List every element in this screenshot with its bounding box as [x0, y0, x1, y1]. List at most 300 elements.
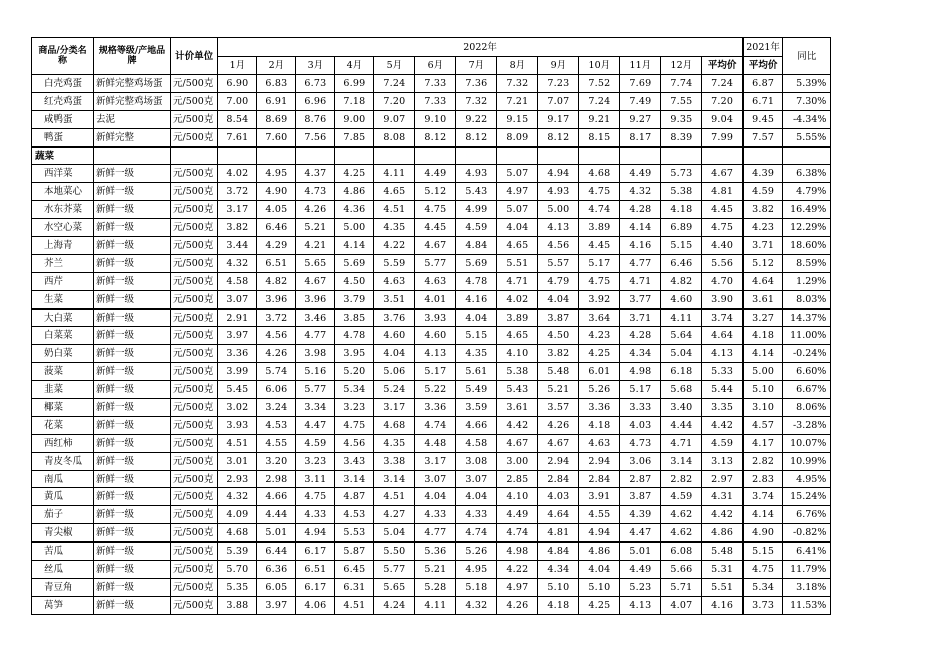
cell-price[interactable]: 4.24: [374, 596, 415, 614]
cell-price[interactable]: 3.85: [335, 309, 374, 327]
empty-cell[interactable]: [94, 147, 171, 165]
cell-price[interactable]: 6.01: [579, 363, 620, 381]
cell-avg-2021[interactable]: 5.34: [743, 578, 783, 596]
cell-avg-2022[interactable]: 7.24: [702, 75, 743, 93]
cell-price[interactable]: 5.21: [415, 561, 456, 579]
cell-yoy[interactable]: 5.39%: [783, 75, 831, 93]
cell-price[interactable]: 3.93: [218, 416, 257, 434]
cell-price[interactable]: 5.69: [335, 254, 374, 272]
cell-price[interactable]: 2.84: [579, 470, 620, 488]
cell-price[interactable]: 2.91: [218, 309, 257, 327]
cell-price[interactable]: 9.35: [661, 110, 702, 128]
cell-yoy[interactable]: 6.76%: [783, 506, 831, 524]
cell-spec[interactable]: 新鲜一级: [94, 506, 171, 524]
cell-price[interactable]: 7.20: [374, 92, 415, 110]
cell-price[interactable]: 5.12: [415, 183, 456, 201]
cell-price[interactable]: 4.86: [335, 183, 374, 201]
cell-unit[interactable]: 元/500克: [171, 92, 218, 110]
cell-avg-2022[interactable]: 7.20: [702, 92, 743, 110]
empty-cell[interactable]: [171, 147, 218, 165]
cell-price[interactable]: 7.07: [538, 92, 579, 110]
cell-price[interactable]: 3.07: [456, 470, 497, 488]
cell-price[interactable]: 4.55: [257, 434, 296, 452]
cell-price[interactable]: 3.07: [415, 470, 456, 488]
cell-price[interactable]: 5.26: [579, 381, 620, 399]
cell-yoy[interactable]: 11.79%: [783, 561, 831, 579]
cell-price[interactable]: 5.15: [661, 237, 702, 255]
cell-price[interactable]: 4.45: [415, 219, 456, 237]
cell-price[interactable]: 5.43: [456, 183, 497, 201]
cell-yoy[interactable]: 10.07%: [783, 434, 831, 452]
cell-price[interactable]: 5.00: [335, 219, 374, 237]
cell-price[interactable]: 7.61: [218, 128, 257, 146]
cell-price[interactable]: 4.56: [538, 237, 579, 255]
cell-price[interactable]: 7.74: [661, 75, 702, 93]
cell-price[interactable]: 3.82: [538, 345, 579, 363]
cell-price[interactable]: 4.86: [579, 542, 620, 560]
cell-unit[interactable]: 元/500克: [171, 128, 218, 146]
header-month[interactable]: 10月: [579, 57, 620, 75]
cell-price[interactable]: 6.44: [257, 542, 296, 560]
cell-price[interactable]: 6.51: [296, 561, 335, 579]
empty-cell[interactable]: [497, 147, 538, 165]
cell-price[interactable]: 5.74: [257, 363, 296, 381]
cell-price[interactable]: 3.87: [620, 488, 661, 506]
cell-price[interactable]: 4.58: [218, 272, 257, 290]
cell-avg-2022[interactable]: 4.59: [702, 434, 743, 452]
cell-spec[interactable]: 新鲜一级: [94, 309, 171, 327]
cell-price[interactable]: 4.97: [497, 183, 538, 201]
cell-price[interactable]: 7.69: [620, 75, 661, 93]
cell-avg-2021[interactable]: 3.73: [743, 596, 783, 614]
cell-price[interactable]: 5.77: [296, 381, 335, 399]
cell-avg-2022[interactable]: 4.86: [702, 524, 743, 542]
section-label-vegetables[interactable]: 蔬菜: [32, 147, 94, 165]
cell-price[interactable]: 4.33: [296, 506, 335, 524]
cell-spec[interactable]: 新鲜完整: [94, 128, 171, 146]
cell-unit[interactable]: 元/500克: [171, 219, 218, 237]
cell-unit[interactable]: 元/500克: [171, 345, 218, 363]
cell-price[interactable]: 4.16: [456, 290, 497, 308]
cell-price[interactable]: 9.00: [335, 110, 374, 128]
cell-price[interactable]: 4.68: [579, 165, 620, 183]
cell-spec[interactable]: 新鲜一级: [94, 452, 171, 470]
cell-item-name[interactable]: 菠菜: [32, 363, 94, 381]
cell-price[interactable]: 3.17: [415, 452, 456, 470]
cell-price[interactable]: 8.54: [218, 110, 257, 128]
cell-price[interactable]: 4.25: [335, 165, 374, 183]
cell-yoy[interactable]: 12.29%: [783, 219, 831, 237]
cell-price[interactable]: 7.33: [415, 75, 456, 93]
cell-item-name[interactable]: 西洋菜: [32, 165, 94, 183]
cell-price[interactable]: 3.97: [218, 327, 257, 345]
cell-price[interactable]: 5.24: [374, 381, 415, 399]
cell-unit[interactable]: 元/500克: [171, 201, 218, 219]
cell-price[interactable]: 9.07: [374, 110, 415, 128]
cell-yoy[interactable]: -0.24%: [783, 345, 831, 363]
cell-price[interactable]: 3.61: [497, 399, 538, 417]
cell-price[interactable]: 3.11: [296, 470, 335, 488]
cell-price[interactable]: 4.95: [456, 561, 497, 579]
cell-price[interactable]: 5.77: [415, 254, 456, 272]
cell-price[interactable]: 6.90: [218, 75, 257, 93]
cell-price[interactable]: 2.84: [538, 470, 579, 488]
cell-spec[interactable]: 新鲜一级: [94, 254, 171, 272]
cell-price[interactable]: 3.23: [335, 399, 374, 417]
cell-price[interactable]: 4.73: [620, 434, 661, 452]
cell-price[interactable]: 4.59: [661, 488, 702, 506]
cell-price[interactable]: 5.39: [218, 542, 257, 560]
cell-price[interactable]: 4.18: [538, 596, 579, 614]
cell-price[interactable]: 4.93: [538, 183, 579, 201]
cell-price[interactable]: 3.82: [218, 219, 257, 237]
cell-unit[interactable]: 元/500克: [171, 596, 218, 614]
cell-price[interactable]: 3.51: [374, 290, 415, 308]
cell-price[interactable]: 3.97: [257, 596, 296, 614]
header-month[interactable]: 12月: [661, 57, 702, 75]
header-month[interactable]: 3月: [296, 57, 335, 75]
cell-price[interactable]: 3.14: [374, 470, 415, 488]
cell-avg-2022[interactable]: 4.70: [702, 272, 743, 290]
cell-price[interactable]: 5.23: [620, 578, 661, 596]
header-year-2021[interactable]: 2021年: [743, 38, 783, 57]
cell-price[interactable]: 4.44: [257, 506, 296, 524]
cell-price[interactable]: 9.17: [538, 110, 579, 128]
cell-price[interactable]: 5.69: [456, 254, 497, 272]
cell-yoy[interactable]: 14.37%: [783, 309, 831, 327]
cell-unit[interactable]: 元/500克: [171, 542, 218, 560]
cell-item-name[interactable]: 青豆角: [32, 578, 94, 596]
cell-price[interactable]: 4.34: [620, 345, 661, 363]
cell-yoy[interactable]: 6.41%: [783, 542, 831, 560]
cell-price[interactable]: 4.82: [661, 272, 702, 290]
cell-price[interactable]: 3.64: [579, 309, 620, 327]
cell-avg-2022[interactable]: 4.81: [702, 183, 743, 201]
cell-price[interactable]: 3.14: [335, 470, 374, 488]
cell-avg-2022[interactable]: 5.51: [702, 578, 743, 596]
cell-price[interactable]: 9.10: [415, 110, 456, 128]
cell-price[interactable]: 4.56: [335, 434, 374, 452]
cell-unit[interactable]: 元/500克: [171, 110, 218, 128]
cell-price[interactable]: 3.87: [538, 309, 579, 327]
cell-item-name[interactable]: 莴笋: [32, 596, 94, 614]
cell-price[interactable]: 4.98: [497, 542, 538, 560]
cell-price[interactable]: 4.73: [296, 183, 335, 201]
cell-price[interactable]: 5.38: [497, 363, 538, 381]
header-spec[interactable]: 规格等级/产地品牌: [94, 38, 171, 75]
cell-price[interactable]: 4.74: [579, 201, 620, 219]
cell-price[interactable]: 7.24: [579, 92, 620, 110]
cell-yoy[interactable]: 4.95%: [783, 470, 831, 488]
cell-item-name[interactable]: 生菜: [32, 290, 94, 308]
cell-price[interactable]: 3.72: [218, 183, 257, 201]
cell-price[interactable]: 4.18: [579, 416, 620, 434]
cell-price[interactable]: 4.22: [497, 561, 538, 579]
cell-price[interactable]: 3.46: [296, 309, 335, 327]
cell-price[interactable]: 4.65: [374, 183, 415, 201]
cell-spec[interactable]: 新鲜一级: [94, 470, 171, 488]
cell-price[interactable]: 5.16: [296, 363, 335, 381]
cell-price[interactable]: 5.15: [456, 327, 497, 345]
cell-price[interactable]: 6.17: [296, 578, 335, 596]
cell-price[interactable]: 4.90: [257, 183, 296, 201]
cell-item-name[interactable]: 水东芥菜: [32, 201, 94, 219]
cell-avg-2021[interactable]: 6.87: [743, 75, 783, 93]
cell-spec[interactable]: 新鲜完整鸡场蛋: [94, 92, 171, 110]
header-unit[interactable]: 计价单位: [171, 38, 218, 75]
cell-avg-2021[interactable]: 4.14: [743, 345, 783, 363]
cell-price[interactable]: 7.52: [579, 75, 620, 93]
cell-price[interactable]: 9.22: [456, 110, 497, 128]
cell-yoy[interactable]: 8.06%: [783, 399, 831, 417]
empty-cell[interactable]: [743, 147, 783, 165]
cell-yoy[interactable]: 1.29%: [783, 272, 831, 290]
cell-price[interactable]: 4.35: [374, 434, 415, 452]
cell-avg-2022[interactable]: 5.44: [702, 381, 743, 399]
cell-price[interactable]: 5.00: [538, 201, 579, 219]
cell-price[interactable]: 4.94: [296, 524, 335, 542]
empty-cell[interactable]: [415, 147, 456, 165]
cell-price[interactable]: 7.56: [296, 128, 335, 146]
cell-spec[interactable]: 新鲜一级: [94, 434, 171, 452]
cell-price[interactable]: 4.32: [218, 254, 257, 272]
cell-avg-2022[interactable]: 4.16: [702, 596, 743, 614]
cell-price[interactable]: 4.04: [538, 290, 579, 308]
cell-item-name[interactable]: 红壳鸡蛋: [32, 92, 94, 110]
cell-price[interactable]: 5.51: [497, 254, 538, 272]
cell-price[interactable]: 5.65: [296, 254, 335, 272]
empty-cell[interactable]: [218, 147, 257, 165]
cell-price[interactable]: 4.13: [538, 219, 579, 237]
cell-price[interactable]: 4.68: [218, 524, 257, 542]
cell-price[interactable]: 4.11: [661, 309, 702, 327]
cell-price[interactable]: 4.02: [218, 165, 257, 183]
cell-price[interactable]: 5.17: [620, 381, 661, 399]
cell-item-name[interactable]: 青尖椒: [32, 524, 94, 542]
cell-price[interactable]: 5.10: [579, 578, 620, 596]
cell-price[interactable]: 7.49: [620, 92, 661, 110]
cell-price[interactable]: 7.32: [497, 75, 538, 93]
cell-unit[interactable]: 元/500克: [171, 452, 218, 470]
cell-avg-2022[interactable]: 3.35: [702, 399, 743, 417]
cell-spec[interactable]: 新鲜一级: [94, 327, 171, 345]
cell-price[interactable]: 2.85: [497, 470, 538, 488]
cell-price[interactable]: 4.99: [456, 201, 497, 219]
cell-unit[interactable]: 元/500克: [171, 524, 218, 542]
cell-price[interactable]: 4.55: [579, 506, 620, 524]
cell-price[interactable]: 4.65: [497, 327, 538, 345]
cell-price[interactable]: 4.35: [456, 345, 497, 363]
empty-cell[interactable]: [374, 147, 415, 165]
cell-price[interactable]: 4.47: [296, 416, 335, 434]
cell-price[interactable]: 4.11: [374, 165, 415, 183]
cell-price[interactable]: 3.08: [456, 452, 497, 470]
cell-price[interactable]: 4.59: [296, 434, 335, 452]
cell-avg-2022[interactable]: 4.64: [702, 327, 743, 345]
cell-unit[interactable]: 元/500克: [171, 272, 218, 290]
cell-price[interactable]: 6.73: [296, 75, 335, 93]
header-month[interactable]: 4月: [335, 57, 374, 75]
cell-price[interactable]: 4.64: [538, 506, 579, 524]
cell-price[interactable]: 2.87: [620, 470, 661, 488]
cell-price[interactable]: 7.23: [538, 75, 579, 93]
cell-price[interactable]: 4.78: [456, 272, 497, 290]
cell-price[interactable]: 5.57: [538, 254, 579, 272]
cell-avg-2021[interactable]: 6.71: [743, 92, 783, 110]
cell-yoy[interactable]: 8.59%: [783, 254, 831, 272]
cell-price[interactable]: 4.32: [620, 183, 661, 201]
cell-price[interactable]: 4.32: [218, 488, 257, 506]
cell-price[interactable]: 4.63: [579, 434, 620, 452]
cell-price[interactable]: 6.51: [257, 254, 296, 272]
cell-price[interactable]: 5.18: [456, 578, 497, 596]
cell-price[interactable]: 6.18: [661, 363, 702, 381]
cell-spec[interactable]: 新鲜一级: [94, 542, 171, 560]
cell-price[interactable]: 4.32: [456, 596, 497, 614]
cell-yoy[interactable]: 10.99%: [783, 452, 831, 470]
cell-price[interactable]: 3.23: [296, 452, 335, 470]
cell-price[interactable]: 5.17: [579, 254, 620, 272]
header-avg-2022[interactable]: 平均价: [702, 57, 743, 75]
cell-item-name[interactable]: 水空心菜: [32, 219, 94, 237]
cell-avg-2022[interactable]: 4.45: [702, 201, 743, 219]
cell-price[interactable]: 4.37: [296, 165, 335, 183]
cell-price[interactable]: 2.94: [579, 452, 620, 470]
cell-item-name[interactable]: 南瓜: [32, 470, 94, 488]
cell-avg-2022[interactable]: 4.42: [702, 506, 743, 524]
cell-item-name[interactable]: 奶白菜: [32, 345, 94, 363]
cell-price[interactable]: 4.67: [497, 434, 538, 452]
cell-price[interactable]: 4.47: [620, 524, 661, 542]
cell-price[interactable]: 4.75: [296, 488, 335, 506]
cell-price[interactable]: 4.36: [335, 201, 374, 219]
cell-price[interactable]: 4.18: [661, 201, 702, 219]
cell-price[interactable]: 4.14: [335, 237, 374, 255]
cell-avg-2021[interactable]: 4.14: [743, 506, 783, 524]
cell-price[interactable]: 4.62: [661, 506, 702, 524]
empty-cell[interactable]: [257, 147, 296, 165]
cell-price[interactable]: 4.65: [497, 237, 538, 255]
cell-price[interactable]: 4.93: [456, 165, 497, 183]
cell-avg-2022[interactable]: 4.13: [702, 345, 743, 363]
cell-price[interactable]: 5.10: [538, 578, 579, 596]
cell-price[interactable]: 3.89: [579, 219, 620, 237]
cell-price[interactable]: 6.83: [257, 75, 296, 93]
header-month[interactable]: 6月: [415, 57, 456, 75]
cell-price[interactable]: 4.77: [296, 327, 335, 345]
cell-avg-2021[interactable]: 5.12: [743, 254, 783, 272]
cell-price[interactable]: 5.66: [661, 561, 702, 579]
cell-price[interactable]: 3.43: [335, 452, 374, 470]
cell-price[interactable]: 4.33: [415, 506, 456, 524]
cell-unit[interactable]: 元/500克: [171, 506, 218, 524]
cell-unit[interactable]: 元/500克: [171, 399, 218, 417]
cell-price[interactable]: 5.35: [218, 578, 257, 596]
cell-price[interactable]: 3.95: [335, 345, 374, 363]
cell-price[interactable]: 4.29: [257, 237, 296, 255]
cell-avg-2021[interactable]: 3.61: [743, 290, 783, 308]
cell-price[interactable]: 4.51: [374, 201, 415, 219]
cell-avg-2022[interactable]: 4.75: [702, 219, 743, 237]
cell-item-name[interactable]: 咸鸭蛋: [32, 110, 94, 128]
cell-price[interactable]: 3.91: [579, 488, 620, 506]
cell-price[interactable]: 4.13: [620, 596, 661, 614]
cell-price[interactable]: 4.21: [296, 237, 335, 255]
cell-avg-2021[interactable]: 7.57: [743, 128, 783, 146]
cell-price[interactable]: 4.23: [579, 327, 620, 345]
cell-price[interactable]: 6.46: [257, 219, 296, 237]
cell-price[interactable]: 5.17: [415, 363, 456, 381]
cell-price[interactable]: 4.13: [415, 345, 456, 363]
cell-price[interactable]: 5.06: [374, 363, 415, 381]
cell-price[interactable]: 4.84: [538, 542, 579, 560]
cell-price[interactable]: 5.07: [497, 165, 538, 183]
cell-price[interactable]: 2.82: [661, 470, 702, 488]
cell-price[interactable]: 3.88: [218, 596, 257, 614]
cell-price[interactable]: 5.43: [497, 381, 538, 399]
cell-price[interactable]: 5.73: [661, 165, 702, 183]
cell-item-name[interactable]: 丝瓜: [32, 561, 94, 579]
cell-price[interactable]: 4.02: [497, 290, 538, 308]
header-month[interactable]: 2月: [257, 57, 296, 75]
cell-price[interactable]: 5.64: [661, 327, 702, 345]
cell-price[interactable]: 4.63: [415, 272, 456, 290]
cell-unit[interactable]: 元/500克: [171, 237, 218, 255]
cell-yoy[interactable]: 3.18%: [783, 578, 831, 596]
cell-price[interactable]: 4.60: [415, 327, 456, 345]
cell-price[interactable]: 8.09: [497, 128, 538, 146]
cell-price[interactable]: 4.39: [620, 506, 661, 524]
cell-price[interactable]: 4.01: [415, 290, 456, 308]
cell-price[interactable]: 6.96: [296, 92, 335, 110]
cell-price[interactable]: 4.50: [335, 272, 374, 290]
cell-yoy[interactable]: 4.79%: [783, 183, 831, 201]
cell-price[interactable]: 4.66: [257, 488, 296, 506]
cell-price[interactable]: 4.94: [579, 524, 620, 542]
cell-price[interactable]: 9.21: [579, 110, 620, 128]
header-month[interactable]: 1月: [218, 57, 257, 75]
cell-price[interactable]: 3.96: [257, 290, 296, 308]
cell-price[interactable]: 3.72: [257, 309, 296, 327]
cell-price[interactable]: 4.60: [661, 290, 702, 308]
cell-price[interactable]: 5.21: [296, 219, 335, 237]
cell-price[interactable]: 8.15: [579, 128, 620, 146]
cell-avg-2022[interactable]: 3.90: [702, 290, 743, 308]
header-month[interactable]: 8月: [497, 57, 538, 75]
cell-unit[interactable]: 元/500克: [171, 381, 218, 399]
cell-item-name[interactable]: 苦瓜: [32, 542, 94, 560]
cell-price[interactable]: 3.06: [620, 452, 661, 470]
cell-price[interactable]: 4.98: [620, 363, 661, 381]
cell-yoy[interactable]: 16.49%: [783, 201, 831, 219]
cell-price[interactable]: 4.04: [456, 488, 497, 506]
cell-price[interactable]: 6.89: [661, 219, 702, 237]
cell-price[interactable]: 9.27: [620, 110, 661, 128]
cell-price[interactable]: 8.76: [296, 110, 335, 128]
cell-spec[interactable]: 新鲜一级: [94, 345, 171, 363]
cell-avg-2022[interactable]: 5.31: [702, 561, 743, 579]
header-name[interactable]: 商品/分类名称: [32, 38, 94, 75]
cell-yoy[interactable]: 5.55%: [783, 128, 831, 146]
cell-price[interactable]: 3.17: [218, 201, 257, 219]
cell-spec[interactable]: 新鲜一级: [94, 165, 171, 183]
cell-yoy[interactable]: 11.53%: [783, 596, 831, 614]
cell-avg-2022[interactable]: 5.33: [702, 363, 743, 381]
cell-spec[interactable]: 新鲜完整鸡场蛋: [94, 75, 171, 93]
cell-yoy[interactable]: -0.82%: [783, 524, 831, 542]
cell-price[interactable]: 3.76: [374, 309, 415, 327]
cell-price[interactable]: 5.48: [538, 363, 579, 381]
